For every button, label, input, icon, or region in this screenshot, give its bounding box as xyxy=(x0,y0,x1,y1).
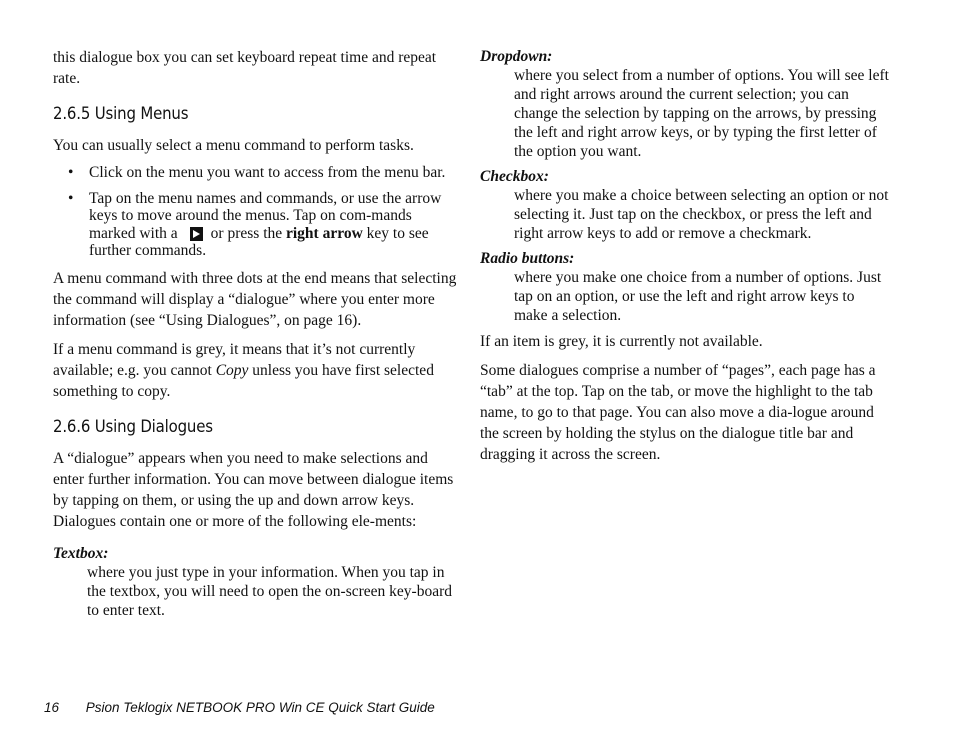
bullet-marker: • xyxy=(68,164,74,181)
grey-item-paragraph: If an item is grey, it is currently not available. xyxy=(480,333,763,350)
section-heading-using-menus: 2.6.5 Using Menus xyxy=(53,104,189,124)
bullet-marker: • xyxy=(68,189,74,207)
grey-command-text-end: unless you have first selected something to copy. xyxy=(53,361,434,400)
page-footer xyxy=(44,700,435,715)
bullet-text-mid: or press the xyxy=(210,224,283,242)
intro-paragraph: this dialogue box you can set keyboard repeat time and repeat rate. xyxy=(53,49,437,87)
grey-command-text: If a menu command is grey, it means that it’s not currently available; e.g. you cannot xyxy=(53,340,416,379)
bullet-text-bold: right arrow xyxy=(286,224,363,242)
copy-command-name: Copy xyxy=(215,361,249,379)
menus-bullet-list xyxy=(53,164,461,260)
bullet-item xyxy=(53,190,461,260)
dropdown-definition: where you select from a number of options. You will see left and right arrows around the current selection; you can change the selection by tapping on the arrows, by pressing the left and right arrow keys, or by typing the first letter of the option you want. xyxy=(514,67,889,160)
pages-paragraph: Some dialogues comprise a number of “pages”, each page has a “tab” at the top. Tap on the tab, or move the highlight to the tab name, to go to that page. You can also move a dia-logue around the screen by holding the stylus on the dialogue title bar and dragging it across the screen. xyxy=(480,362,876,463)
three-dots-paragraph: A menu command with three dots at the end means that selecting the command will display a “dialogue” where you enter more information (see “Using Dialogues”, on page 16). xyxy=(53,269,457,329)
bullet-text: Click on the menu you want to access from the menu bar. xyxy=(89,164,446,181)
footer-title: Psion Teklogix NETBOOK PRO Win CE Quick Start Guide xyxy=(85,700,435,715)
bullet-text: Tap on the menu names and commands, or use the arrow keys to move around the menus. Tap on com-mands marked with a xyxy=(89,189,442,242)
radio-buttons-term: Radio buttons: xyxy=(480,250,575,267)
right-column xyxy=(480,47,890,473)
grey-command-paragraph xyxy=(53,339,461,402)
bullet-item xyxy=(53,164,461,182)
left-column xyxy=(53,47,461,624)
right-arrow-submenu-icon xyxy=(190,227,203,241)
dialogues-paragraph: A “dialogue” appears when you need to make selections and enter further information. You can move between dialogue items by tapping on them, or using the up and down arrow keys. Dialogues contain one or more of the following ele-ments: xyxy=(53,449,454,530)
radio-buttons-definition: where you make one choice from a number of options. Just tap on an option, or use the left and right arrow keys to make a selection. xyxy=(514,269,882,324)
textbox-term: Textbox: xyxy=(53,544,109,562)
textbox-definition: where you just type in your information. When you tap in the textbox, you will need to open the on-screen key-board to enter text. xyxy=(87,563,452,619)
page-number: 16 xyxy=(44,700,60,715)
dropdown-term: Dropdown: xyxy=(480,48,553,65)
checkbox-definition: where you make a choice between selecting an option or not selecting it. Just tap on the checkbox, or press the left and right arrow keys to add or remove a checkmark. xyxy=(514,187,889,242)
section-heading-using-dialogues: 2.6.6 Using Dialogues xyxy=(53,416,213,437)
checkbox-term: Checkbox: xyxy=(480,168,549,185)
bullet-text-end: key to see further commands. xyxy=(89,224,429,259)
menus-paragraph: You can usually select a menu command to perform tasks. xyxy=(53,137,414,154)
